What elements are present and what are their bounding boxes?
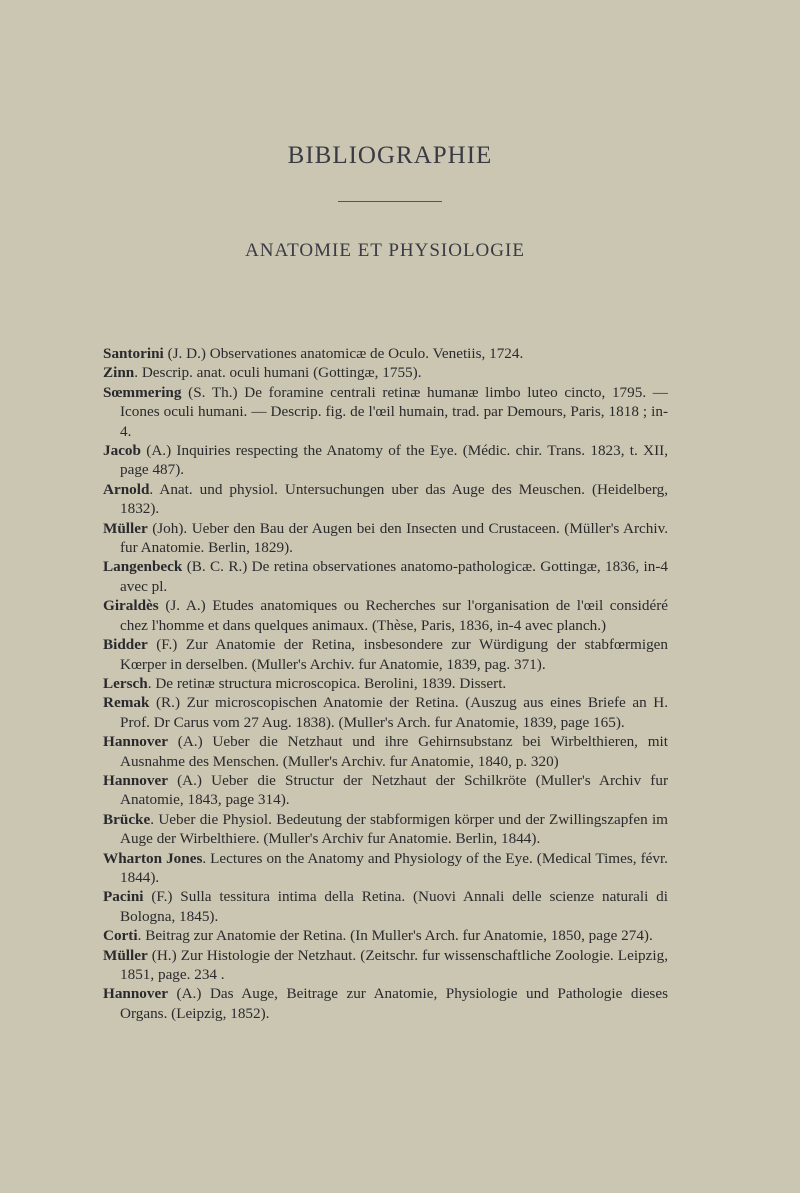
bibliography-entry [103,887,668,926]
entry-text: (J. D.) Observationes anatomicæ de Oculo. Venetiis, 1724. [163,345,524,362]
entry-author: Lersch [103,674,148,692]
entry-text: (B. C. R.) De retina observationes anatomo-pathologicæ. Gottingæ, 1836, in-4 avec pl. [120,558,668,595]
bibliography-entry [103,732,668,771]
entry-author: Müller [103,519,148,537]
bibliography-entry [103,344,668,363]
entry-text: (R.) Zur microscopischen Anatomie der Retina. (Auszug aus eines Briefe an H. Prof. Dr Carus vom 27 Aug. 1838). (Muller's Arch. fur Anatomie, 1839, page 165). [120,694,668,731]
entry-text: . Lectures on the Anatomy and Physiology of the Eye. (Medical Times, févr. 1844). [120,849,668,886]
bibliography-entry [103,926,668,945]
bibliography-entry [103,693,668,732]
entry-text: . De retinæ structura microscopica. Berolini, 1839. Dissert. [147,674,507,692]
entry-text: . Ueber die Physiol. Bedeutung der stabformigen körper und der Zwillingszapfen im Auge der Wirbelthiere. (Muller's Archiv fur Anatomie. Berlin, 1844). [120,810,668,848]
entry-author: Santorini [103,345,164,362]
entry-text: (A.) Ueber die Netzhaut und ihre Gehirnsubstanz bei Wirbelthieren, mit Ausnahme des Menschen. (Muller's Archiv. fur Anatomie, 1840, p. 320) [120,733,668,770]
entry-author: Wharton Jones [103,849,203,867]
bibliography-entry [103,849,668,888]
entry-author: Remak [103,694,150,712]
entry-text: . Beitrag zur Anatomie der Retina. (In Muller's Arch. fur Anatomie, 1850, page 274). [137,927,653,945]
entry-author: Corti [103,927,138,945]
entry-author: Hannover [103,771,168,789]
entry-author: Hannover [103,733,168,751]
entry-text: (A.) Inquiries respecting the Anatomy of the Eye. (Médic. chir. Trans. 1823, t. XII, page 487). [120,442,668,479]
bibliography-entry [103,557,668,596]
entry-text: (J. A.) Etudes anatomiques ou Recherches sur l'organisation de l'œil considéré chez l'homme et dans quelques animaux. (Thèse, Paris, 1836, in-4 avec planch.) [120,597,668,634]
bibliography-entry [103,771,668,810]
entry-author: Zinn [103,364,135,382]
entry-text: . Anat. und physiol. Untersuchungen uber das Auge des Meuschen. (Heidelberg, 1832). [120,480,668,518]
bibliography-entry [103,363,668,382]
section-subtitle: ANATOMIE ET PHYSIOLOGIE [245,240,525,261]
entry-author: Brücke [103,810,151,828]
entry-text: (F.) Sulla tessitura intima della Retina. (Nuovi Annali delle scienze naturali di Bologna, 1845). [120,888,668,925]
entry-author: Giraldès [103,597,159,615]
bibliography-entry [103,984,668,1023]
entry-author: Jacob [103,442,141,460]
page-title: BIBLIOGRAPHIE [287,142,493,169]
title-divider [338,201,442,202]
entry-text: (A.) Ueber die Structur der Netzhaut der Schilkröte (Muller's Archiv fur Anatomie, 1843, page 314). [120,771,668,809]
entry-author: Pacini [103,888,144,906]
bibliography-entry [103,946,668,985]
bibliography-entry [103,480,668,519]
entry-author: Langenbeck [103,558,183,576]
bibliography-entry [103,810,668,849]
entry-text: (S. Th.) De foramine centrali retinæ humanæ limbo luteo cincto, 1795. — Icones oculi humani. — Descrip. fig. de l'œil humain, trad. par Demours, Paris, 1818 ; in-4. [120,383,668,440]
entry-author: Bidder [103,636,148,654]
entry-text: (F.) Zur Anatomie der Retina, insbesondere zur Würdigung der stabfœrmigen Kœrper in derselben. (Muller's Archiv. fur Anatomie, 1839, pag. 371). [120,636,668,673]
bibliography-entry [103,383,668,441]
bibliography-entry [103,441,668,480]
bibliography-entry [103,596,668,635]
entry-author: Müller [103,946,148,964]
entry-text: (Joh). Ueber den Bau der Augen bei den Insecten und Crustaceen. (Müller's Archiv. fur Anatomie. Berlin, 1829). [120,519,668,557]
bibliography-list [103,344,668,1023]
entry-author: Arnold [103,480,150,498]
entry-text: . Descrip. anat. oculi humani (Gottingæ, 1755). [134,364,422,382]
entry-author: Sœmmering [103,383,182,401]
bibliography-entry [103,635,668,674]
bibliography-entry [103,674,668,693]
bibliography-entry [103,519,668,558]
entry-text: (H.) Zur Histologie der Netzhaut. (Zeitschr. fur wissenschaftliche Zoologie. Leipzig, 1851, page. 234 . [120,946,668,983]
entry-author: Hannover [103,985,168,1003]
entry-text: (A.) Das Auge, Beitrage zur Anatomie, Physiologie und Pathologie dieses Organs. (Leipzig, 1852). [120,985,668,1022]
